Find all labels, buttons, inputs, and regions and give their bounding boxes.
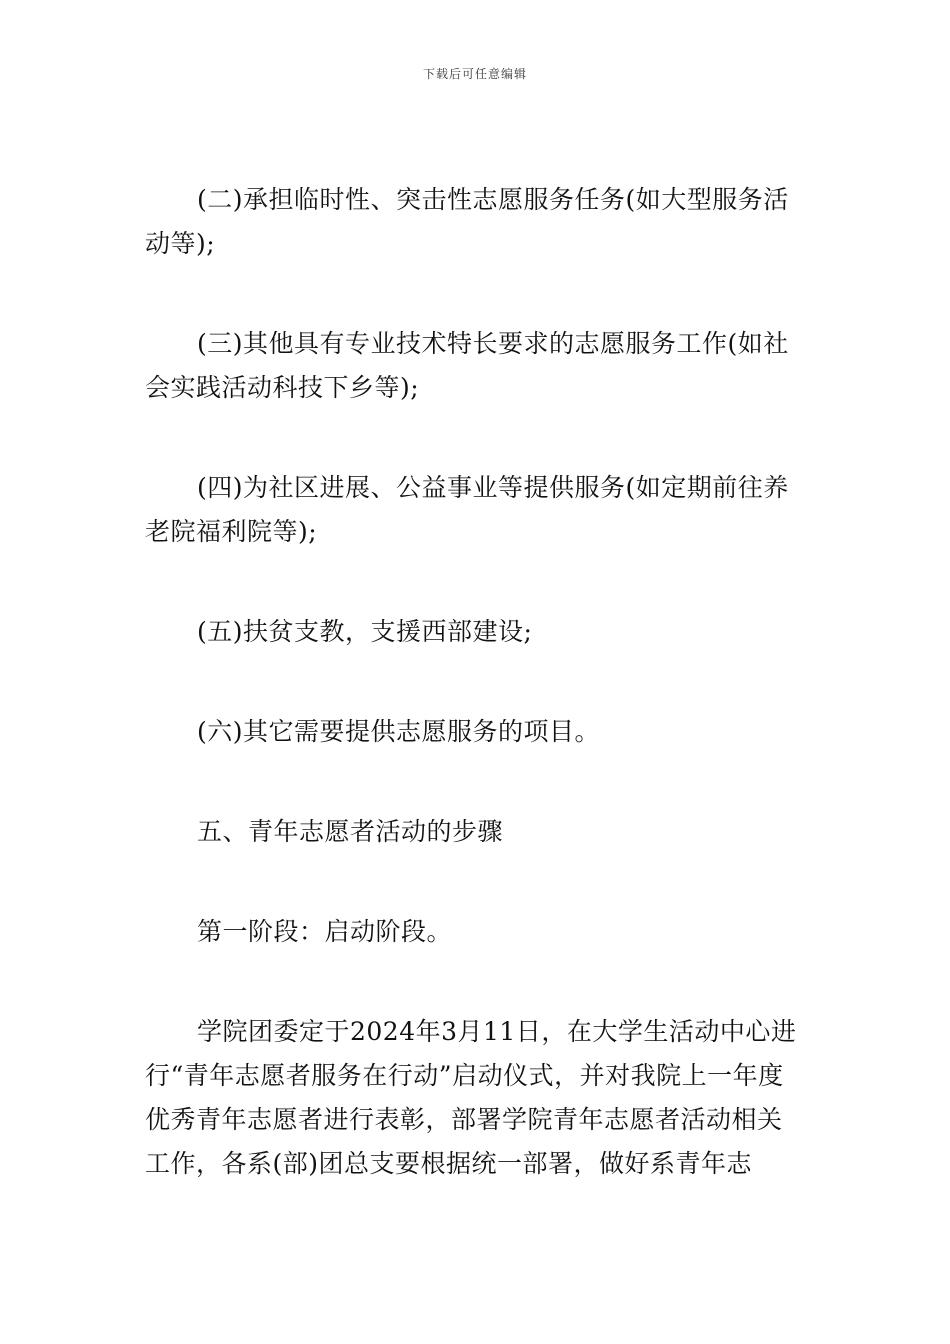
stage-one-heading: 第一阶段：启动阶段。: [197, 917, 453, 946]
paragraph-task-6: (六)其它需要提供志愿服务的项目。: [197, 717, 601, 746]
page-header-note: 下载后可任意编辑: [422, 67, 527, 81]
document-body: [145, 178, 807, 1240]
section-heading-steps: 五、青年志愿者活动的步骤: [197, 817, 504, 846]
paragraph-task-3: (三)其他具有专业技术特长要求的志愿服务工作(如社会实践活动科技下乡等);: [145, 329, 789, 402]
paragraph-launch-ceremony: 学院团委定于2024年3月11日，在大学生活动中心进行“青年志愿者服务在行动”启动仪式，并对我院上一年度优秀青年志愿者进行表彰，部署学院青年志愿者活动相关工作，各系(部)团总支要根据统一部署，做好系青年志: [145, 1017, 797, 1178]
paragraph-task-2: (二)承担临时性、突击性志愿服务任务(如大型服务活动等);: [145, 185, 789, 258]
paragraph-task-4: (四)为社区进展、公益事业等提供服务(如定期前往养老院福利院等);: [145, 473, 789, 546]
paragraph-task-5: (五)扶贫支教，支援西部建设;: [197, 617, 533, 646]
